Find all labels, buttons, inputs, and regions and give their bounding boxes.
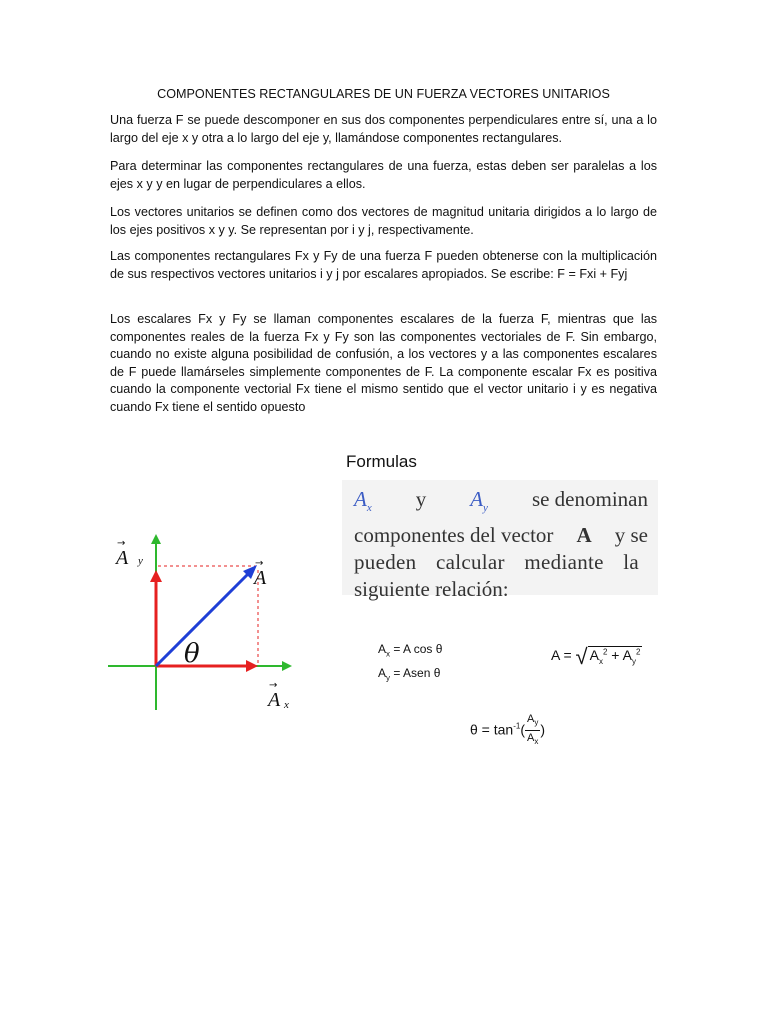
formulas-heading: Formulas — [346, 452, 417, 471]
scan-y-word: y — [415, 487, 427, 511]
scanned-definition-box — [342, 480, 658, 602]
paragraph-1: Una fuerza F se puede descomponer en sus dos componentes perpendiculares entre sí, una a lo largo del eje x y otra a lo largo del eje y, llamándose componentes rectangulares. — [110, 113, 657, 145]
scan-line-4 — [354, 576, 648, 603]
svg-text:→: → — [269, 680, 278, 691]
ay-symbol: $A_y$ — [470, 487, 488, 515]
ax-label: A — [268, 689, 281, 711]
document-title: COMPONENTES RECTANGULARES DE UN FUERZA VECTORES UNITARIOS — [157, 87, 610, 101]
equation-ax: $A_x = A$ cos θ — [378, 642, 443, 659]
svg-text:→: → — [255, 558, 264, 569]
theta-label: θ — [184, 639, 200, 669]
scan-line-2-end: y se — [614, 523, 648, 548]
ax-symbol: $A_x$ — [354, 487, 372, 515]
scan-line-1-rest: se denominan — [531, 487, 648, 511]
equation-ay: $A_y$ = Asen θ — [378, 666, 441, 683]
ay-label: A — [116, 547, 129, 569]
paragraph-2: Para determinar las componentes rectangulares de una fuerza, estas deben ser paralelas a los ejes x y y en lugar de perpendiculares a ellos. — [110, 159, 657, 191]
equation-magnitude: A = √ $A_x^2 + A_y^2$ — [551, 644, 641, 669]
vector-a-label: A — [254, 567, 267, 589]
paragraph-3: Los vectores unitarios se definen como dos vectores de magnitud unitaria dirigidos a lo largo de los ejes positivos x y y. Se representan por i y j, respectivamente. — [110, 205, 657, 237]
svg-text:y: y — [138, 555, 143, 567]
scan-line-3 — [354, 549, 648, 576]
vector-components-figure — [108, 518, 310, 716]
svg-text:→: → — [117, 538, 126, 549]
svg-text:x: x — [284, 699, 289, 711]
scan-line-3-text: pueden calcular mediante la — [354, 550, 640, 575]
scan-line-4-text: siguiente relación: — [354, 577, 509, 602]
scan-line-2-text: componentes del vector — [354, 523, 554, 548]
paragraph-4: Las componentes rectangulares Fx y Fy de una fuerza F pueden obtenerse con la multiplicación de sus respectivos vectores unitarios i y j por escalares apropiados. Se escribe: F = Fxi + Fyj — [110, 249, 657, 281]
scan-line-2 — [354, 522, 648, 549]
scan-line-1 — [354, 486, 648, 522]
equation-theta: $\theta = \tan^{-1}$( $\frac{A_y}{A_x}$ ) — [470, 713, 546, 747]
paragraph-5: Los escalares Fx y Fy se llaman componentes escalares de la fuerza F, mientras que las componentes reales de la fuerza Fx y Fy son las componentes vectoriales de F. Sin embargo, cuando no existe alguna posibilidad de confusión, a los vectores y a las componentes escalares de F puede llamárseles simplemente componentes de F. La componente escalar Fx es positiva cuando la componente vectorial Fx tiene el mismo sentido que el vector unitario i y es negativa cuando Fx tiene el sentido opuesto — [110, 312, 657, 414]
scan-vector-a: A — [576, 523, 592, 548]
